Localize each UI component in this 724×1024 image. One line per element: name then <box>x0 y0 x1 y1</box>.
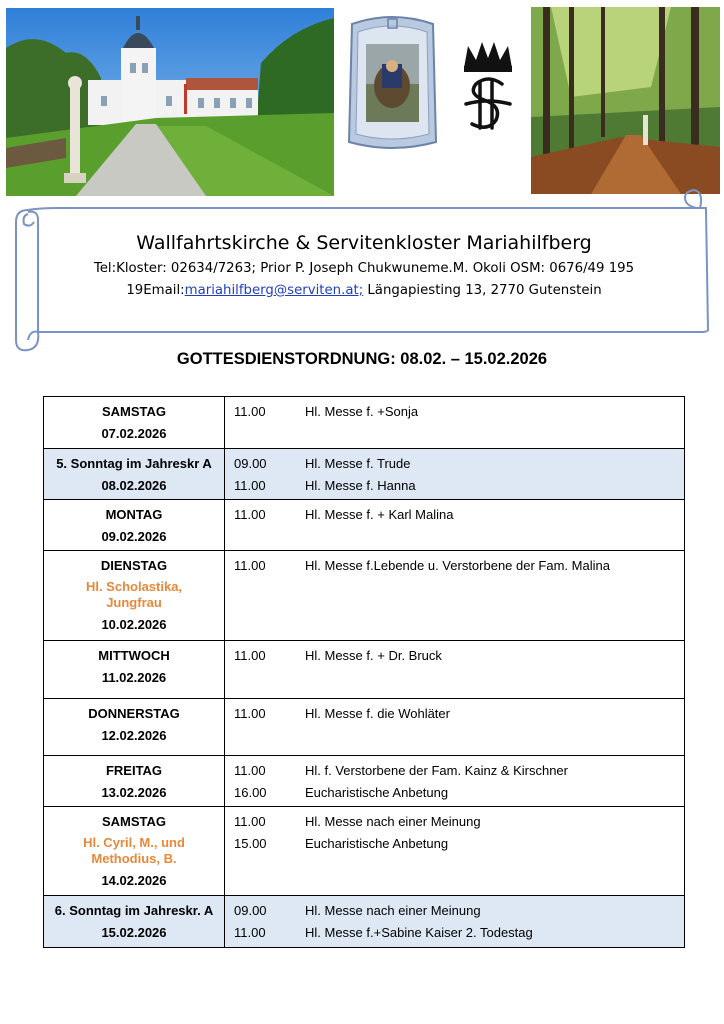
schedule-row <box>44 756 685 807</box>
day-date: 10.02.2026 <box>101 617 167 632</box>
day-date: 15.02.2026 <box>101 925 167 940</box>
schedule-row <box>44 896 685 948</box>
service-time: 15.00 <box>234 836 267 851</box>
service-description: Eucharistische Anbetung <box>305 785 449 800</box>
service-entry <box>225 477 684 494</box>
services-cell <box>225 641 685 699</box>
service-entry <box>225 902 684 919</box>
services-cell <box>225 449 685 500</box>
service-time: 09.00 <box>234 903 267 918</box>
day-name: DIENSTAG <box>100 558 168 573</box>
schedule-row <box>44 500 685 551</box>
service-time: 11.00 <box>234 648 266 663</box>
services-cell <box>225 699 685 756</box>
email-address-line <box>36 283 692 298</box>
schedule-row <box>44 807 685 896</box>
schedule-row <box>44 699 685 756</box>
service-entry <box>225 784 684 801</box>
day-name: DONNERSTAG <box>88 706 180 721</box>
service-time: 11.00 <box>234 404 266 419</box>
services-cell <box>225 397 685 449</box>
day-cell <box>44 896 225 948</box>
day-name: MONTAG <box>105 507 163 522</box>
service-entry <box>225 924 684 941</box>
service-time: 11.00 <box>234 478 266 493</box>
day-cell <box>44 807 225 896</box>
day-date: 14.02.2026 <box>101 873 167 888</box>
mariahilf-emblem <box>344 14 441 152</box>
church-photo <box>6 8 334 196</box>
day-name: 6. Sonntag im Jahreskr. A <box>54 903 214 918</box>
schedule-table <box>43 396 685 948</box>
service-time: 16.00 <box>234 785 267 800</box>
day-date: 13.02.2026 <box>101 785 167 800</box>
day-cell <box>44 641 225 699</box>
schedule-row <box>44 397 685 449</box>
feast-name: Hl. Cyril, M., und Methodius, B. <box>83 835 185 866</box>
service-entry <box>225 705 684 722</box>
day-date: 08.02.2026 <box>101 478 167 493</box>
day-name: SAMSTAG <box>101 814 167 829</box>
servite-monogram <box>458 38 518 138</box>
service-entry <box>225 455 684 472</box>
contact-line: Tel:Kloster: 02634/7263; Prior P. Joseph Chukwuneme.M. Okoli OSM: 0676/49 195 <box>93 261 635 276</box>
service-entry <box>225 835 684 852</box>
day-name: SAMSTAG <box>101 404 167 419</box>
service-description: Hl. Messe f.+Sabine Kaiser 2. Todestag <box>305 925 533 940</box>
email-prefix: 19Email: <box>126 283 185 298</box>
service-time: 11.00 <box>234 507 266 522</box>
services-cell <box>225 807 685 896</box>
service-description: Hl. Messe nach einer Meinung <box>305 814 481 829</box>
service-description: Hl. Messe f. die Wohläter <box>305 706 450 721</box>
schedule-row <box>44 551 685 641</box>
day-cell <box>44 699 225 756</box>
day-name: 5. Sonntag im Jahreskr A <box>56 456 212 471</box>
service-entry <box>225 762 684 779</box>
service-time: 09.00 <box>234 456 267 471</box>
schedule-row <box>44 641 685 699</box>
services-cell <box>225 500 685 551</box>
service-description: Hl. Messe f. Hanna <box>305 478 416 493</box>
day-date: 09.02.2026 <box>101 529 167 544</box>
service-entry <box>225 506 684 523</box>
services-cell <box>225 551 685 641</box>
day-date: 11.02.2026 <box>101 670 167 685</box>
services-cell <box>225 896 685 948</box>
service-time: 11.00 <box>234 706 266 721</box>
day-name: MITTWOCH <box>98 648 170 663</box>
service-description: Hl. f. Verstorbene der Fam. Kainz & Kirschner <box>305 763 568 778</box>
service-description: Eucharistische Anbetung <box>305 836 449 851</box>
service-entry <box>225 647 684 664</box>
forest-path-photo <box>531 7 720 194</box>
schedule-heading: GOTTESDIENSTORDNUNG: 08.02. – 15.02.2026 <box>176 350 548 368</box>
day-date: 07.02.2026 <box>101 426 167 441</box>
day-name: FREITAG <box>105 763 163 778</box>
service-description: Hl. Messe f.Lebende u. Verstorbene der Fam. Malina <box>305 558 610 573</box>
service-description: Hl. Messe f. Trude <box>305 456 411 471</box>
address-text: Längapiesting 13, 2770 Gutenstein <box>363 283 602 298</box>
day-cell <box>44 551 225 641</box>
page-title: Wallfahrtskirche & Servitenkloster Mariahilfberg <box>136 232 592 254</box>
day-date: 12.02.2026 <box>101 728 167 743</box>
email-link[interactable]: mariahilfberg@serviten.at; <box>184 283 364 298</box>
day-cell <box>44 500 225 551</box>
service-entry <box>225 557 684 574</box>
service-description: Hl. Messe nach einer Meinung <box>305 903 481 918</box>
service-time: 11.00 <box>234 814 266 829</box>
day-cell <box>44 449 225 500</box>
feast-name: Hl. Scholastika, Jungfrau <box>85 579 183 610</box>
service-description: Hl. Messe f. + Karl Malina <box>305 507 454 522</box>
service-entry <box>225 813 684 830</box>
day-cell <box>44 756 225 807</box>
day-cell <box>44 397 225 449</box>
services-cell <box>225 756 685 807</box>
service-description: Hl. Messe f. + Dr. Bruck <box>305 648 442 663</box>
service-entry <box>225 403 684 420</box>
service-time: 11.00 <box>234 558 266 573</box>
service-time: 11.00 <box>234 925 266 940</box>
schedule-row <box>44 449 685 500</box>
service-description: Hl. Messe f. +Sonja <box>305 404 419 419</box>
service-time: 11.00 <box>234 763 266 778</box>
